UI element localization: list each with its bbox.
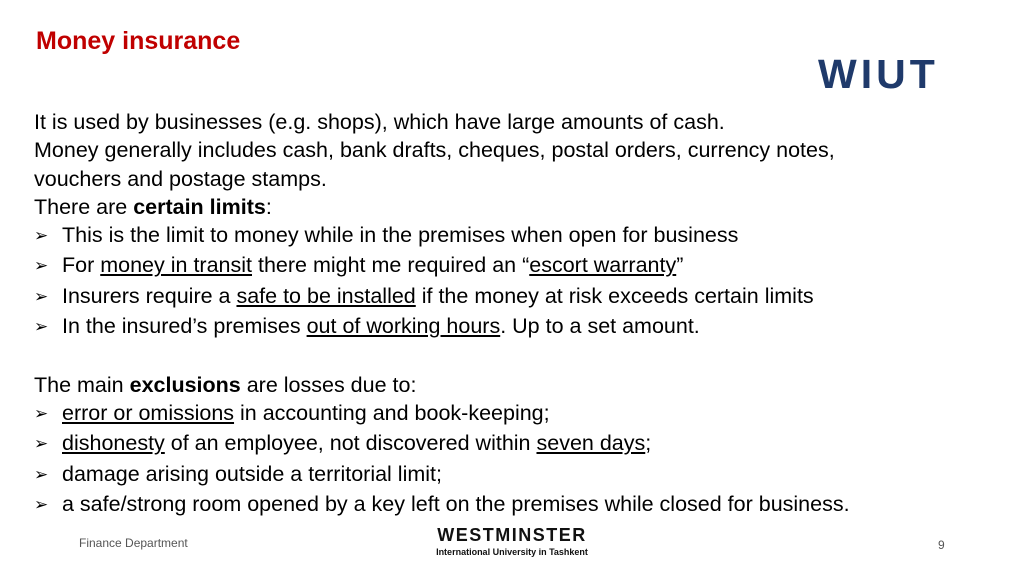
- bullet-text: In the insured’s premises: [62, 314, 307, 339]
- exclusions-bullet-item: [34, 490, 994, 520]
- bullet-glyph: ➢: [34, 494, 49, 514]
- exclusions-bullet-item: [34, 460, 994, 490]
- westminster-logo-sub: International University in Tashkent: [436, 547, 588, 557]
- underlined-text: money in transit: [100, 253, 252, 278]
- bullet-arrow-icon: [34, 312, 62, 342]
- bullet-text: in accounting and book-keeping;: [234, 400, 550, 425]
- limits-bullet-item: [34, 221, 994, 251]
- bullet-text: For: [62, 253, 101, 278]
- limits-suffix: :: [265, 194, 272, 219]
- bullet-text: of an employee, not discovered within: [164, 431, 537, 456]
- underlined-text: escort warranty: [529, 253, 677, 278]
- bullet-glyph: ➢: [34, 464, 49, 484]
- underlined-text: error or omissions: [62, 400, 235, 425]
- bullet-arrow-icon: [34, 221, 62, 251]
- exclusions-heading: [34, 371, 994, 399]
- exclusions-bold: exclusions: [129, 372, 241, 397]
- intro-line: Money generally includes cash, bank drafts, cheques, postal orders, currency notes,: [34, 138, 835, 163]
- bullet-glyph: ➢: [34, 434, 49, 454]
- slide-title: Money insurance: [36, 27, 241, 55]
- bullet-text: . Up to a set amount.: [500, 314, 700, 339]
- spacer: [34, 342, 994, 370]
- bullet-text: damage arising outside a territorial limit;: [62, 461, 442, 486]
- bullet-arrow-icon: [34, 429, 62, 459]
- footer-department: Finance Department: [79, 536, 188, 550]
- bullet-text: This is the limit to money while in the premises when open for business: [62, 223, 739, 248]
- westminster-logo: [430, 524, 594, 558]
- wiut-logo: WIUT: [818, 51, 939, 97]
- bullet-arrow-icon: [34, 399, 62, 429]
- bullet-text: Insurers require a: [62, 283, 237, 308]
- intro-line: It is used by businesses (e.g. shops), which have large amounts of cash.: [34, 110, 725, 134]
- bullet-text: if the money at risk exceeds certain limits: [415, 283, 814, 308]
- intro-line: vouchers and postage stamps.: [34, 166, 327, 191]
- limits-list: [34, 221, 994, 342]
- exclusions-bullet-item: [34, 399, 994, 429]
- limits-prefix: There are: [34, 194, 134, 219]
- exclusions-bullet-item: [34, 429, 994, 459]
- bullet-arrow-icon: [34, 460, 62, 490]
- bullet-arrow-icon: [34, 490, 62, 520]
- limits-bullet-item: [34, 251, 994, 281]
- bullet-text: ”: [676, 253, 684, 278]
- underlined-text: out of working hours: [306, 314, 501, 339]
- bullet-arrow-icon: [34, 282, 62, 312]
- bullet-glyph: ➢: [34, 317, 49, 337]
- limits-bullet-item: [34, 282, 994, 312]
- limits-bullet-item: [34, 312, 994, 342]
- bullet-glyph: ➢: [34, 256, 49, 276]
- bullet-text: there might me required an “: [252, 253, 530, 278]
- bullet-text: a safe/strong room opened by a key left on the premises while closed for business.: [62, 491, 850, 516]
- underlined-text: dishonesty: [62, 431, 165, 456]
- bullet-glyph: ➢: [34, 403, 49, 423]
- page-number: 9: [938, 538, 945, 552]
- bullet-arrow-icon: [34, 251, 62, 281]
- slide-body: [34, 108, 994, 520]
- underlined-text: seven days: [536, 431, 646, 456]
- limits-heading: [34, 193, 994, 221]
- bullet-text: ;: [645, 431, 652, 456]
- limits-bold: certain limits: [133, 194, 266, 219]
- exclusions-suffix: are losses due to:: [240, 372, 417, 397]
- westminster-logo-main: WESTMINSTER: [437, 525, 587, 545]
- bullet-glyph: ➢: [34, 286, 49, 306]
- underlined-text: safe to be installed: [236, 283, 416, 308]
- exclusions-prefix: The main: [34, 372, 130, 397]
- bullet-glyph: ➢: [34, 226, 49, 246]
- exclusions-list: [34, 399, 994, 520]
